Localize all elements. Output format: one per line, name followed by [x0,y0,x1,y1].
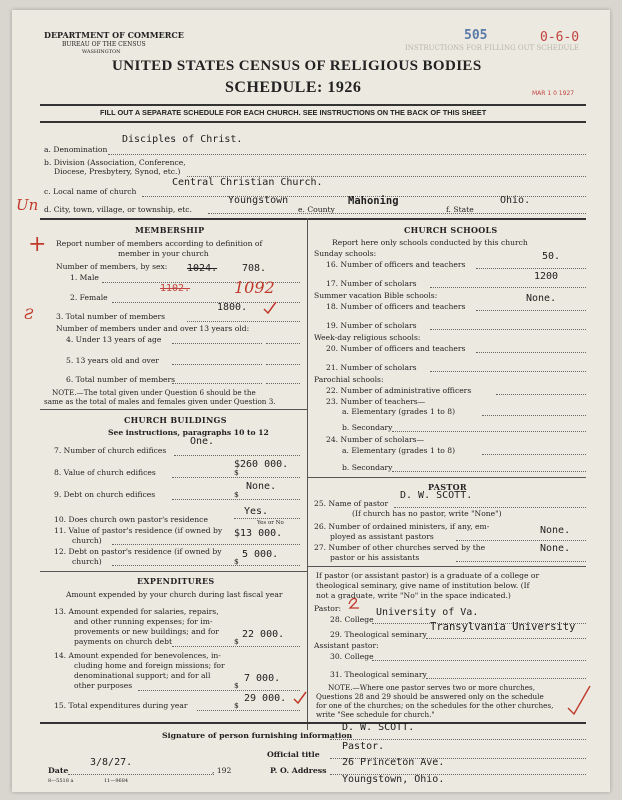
q7-value: One. [190,436,215,447]
q9-label: 9. Debt on church edifices [54,490,156,499]
rule [40,104,586,106]
sunday-label: Sunday schools: [314,249,377,258]
po-address-line-1: 26 Princeton Ave. [342,757,445,768]
fill-line [68,774,214,775]
membership-note-2: same as the total of males and females given under Question 3. [44,397,276,406]
fill-line [112,565,300,566]
q26-label: 26. Number of ordained ministers, if any, em- [314,522,490,531]
dollar-sign: $ [234,701,239,710]
graduate-note: If pastor (or assistant pastor) is a graduate of a college or [316,571,540,580]
margin-mark-un: Un [16,196,39,214]
schools-intro: Report here only schools conducted by this church [332,238,528,247]
expenditures-sub: Amount expended by your church during last fiscal year [66,590,283,599]
signature-label: Signature of person furnishing information [162,731,353,740]
q24-label: 24. Number of scholars— [326,435,425,444]
title-label: Official title [267,750,320,759]
q2-value: 1092 [234,278,275,297]
q11-value: $13 000. [234,528,283,539]
q14-label-3: denominational support; and for all [74,671,211,680]
fill-line [476,352,586,353]
city-label: WASHINGTON [82,49,121,55]
q30-label: 30. College [330,652,374,661]
q15-value: 29 000. [244,693,287,704]
schools-heading: CHURCH SCHOOLS [404,225,498,235]
dollar-sign: $ [234,557,239,566]
q26-label-2: ployed as assistant pastors [330,532,434,541]
city-label: d. City, town, village, or township, etc. [44,205,192,214]
q2-label: 2. Female [70,293,108,302]
date-value: 3/8/27. [90,757,133,768]
year-suffix: , 192 [212,766,232,775]
q5-label: 5. 13 years old and over [66,356,159,365]
parochial-label: Parochial schools: [314,375,384,384]
q23a-label: a. Elementary (grades 1 to 8) [342,407,456,416]
fill-line [330,739,586,740]
q20-label: 20. Number of officers and teachers [326,344,466,353]
fill-line [187,321,300,322]
check-mark-icon [564,682,594,718]
membership-note: NOTE.—The total given under Question 6 should be the [52,388,256,397]
fill-line [172,499,300,500]
membership-intro: Report number of members according to definition of [56,239,263,248]
q16-value: 50. [542,251,561,262]
q10-value: Yes. [244,506,269,517]
weekday-label: Week-day religious schools: [314,333,421,342]
division-label: b. Division (Association, Conference, [44,158,186,167]
q11-label-2: church) [72,536,102,545]
q13-label: 13. Amount expended for salaries, repairs, [54,607,219,616]
summer-label: Summer vacation Bible schools: [314,291,438,300]
pastor-heading: PASTOR [428,482,467,492]
q19-label: 19. Number of scholars [326,321,417,330]
fill-line [426,638,586,639]
q11-label: 11. Value of pastor's residence (if owned by [54,526,223,535]
q27-value: None. [540,543,571,554]
pastor-note-3: for one of the churches; on the schedules for the other churches, [316,701,554,710]
fill-line [172,646,300,647]
fill-line [266,343,300,344]
fill-line [174,455,300,456]
q7-label: 7. Number of church edifices [54,446,167,455]
fill-line [108,154,586,155]
q9-value: None. [246,481,277,492]
q29-value: Transylvania University [430,621,576,633]
q2-struck-value: 1102. [160,283,191,294]
margin-mark-plus: + [28,232,47,257]
q16-label: 16. Number of officers and teachers [326,260,466,269]
buildings-heading: CHURCH BUILDINGS [124,415,227,425]
assistant-sub-label: Assistant pastor: [314,641,379,650]
date-label: Date [48,766,69,775]
pastor-note: NOTE.—Where one pastor serves two or more churches, [328,683,536,692]
fill-line [482,415,586,416]
instruction-banner: FILL OUT A SEPARATE SCHEDULE FOR EACH CHURCH. SEE INSTRUCTIONS ON THE BACK OF THIS SHEET [100,108,487,117]
q3-label: 3. Total number of members [56,312,166,321]
received-date-stamp: MAR 1 0 1927 [532,90,575,97]
q4-label: 4. Under 13 years of age [66,335,162,344]
po-address-line-2: Youngstown, Ohio. [342,774,445,785]
dollar-sign: $ [234,637,239,646]
q18-label: 18. Number of officers and teachers [326,302,466,311]
q13-label-2: and other running expenses; for im- [74,617,213,626]
q18-value: None. [526,293,557,304]
form-number: 8—5518 a [48,778,74,784]
schedule-number-stamp: 505 [464,28,488,43]
pastor-note-2: Questions 28 and 29 should be answered only on the schedule [316,692,544,701]
fill-line [172,364,262,365]
q24a-label: a. Elementary (grades 1 to 8) [342,446,456,455]
county-value: Mahoning [348,195,399,207]
graduate-note-2: theological seminary, give name of institution below. (If [316,581,530,590]
q10-label: 10. Does church own pastor's residence [54,515,208,524]
fill-line [430,329,586,330]
q17-value: 1200 [534,271,559,282]
fill-line [172,383,262,384]
q12-label-2: church) [72,557,102,566]
fill-line [476,268,586,269]
dollar-sign: $ [234,681,239,690]
q26-value: None. [540,525,571,536]
fill-line [208,213,586,214]
check-mark-icon [292,690,308,706]
q12-value: 5 000. [242,549,279,560]
q28-value: University of Va. [376,607,479,618]
q23-label: 23. Number of teachers— [326,397,426,406]
q22-label: 22. Number of administrative officers [326,386,472,395]
q17-label: 17. Number of scholars [326,279,417,288]
fill-line [172,343,262,344]
fill-line [392,471,586,472]
census-schedule-page [12,10,610,792]
rule [40,722,586,724]
q31-label: 31. Theological seminary [330,670,427,679]
q25-value: D. W. SCOTT. [400,490,473,501]
signature-value: D. W. SCOTT. [342,722,415,733]
fill-line [138,690,300,691]
q12-label: 12. Debt on pastor's residence (if owned by [54,547,222,556]
rule [40,409,307,410]
q1-label: 1. Male [70,273,99,282]
fill-line [456,561,586,562]
form-title: UNITED STATES CENSUS OF RELIGIOUS BODIES [112,58,482,74]
local-name-value: Central Christian Church. [172,177,323,188]
dollar-sign: $ [234,468,239,477]
po-address-label: P. O. Address [270,766,327,775]
fill-line [234,518,300,519]
show-through-text: INSTRUCTIONS FOR FILLING OUT SCHEDULE [405,44,580,52]
rule [307,477,586,478]
q1-value: 708. [242,263,267,274]
membership-intro-2: member in your church [118,249,209,258]
print-number: 11—9684 [104,778,129,784]
q8-label: 8. Value of church edifices [54,468,156,477]
q8-value: $260 000. [234,459,289,470]
q29-label: 29. Theological seminary [330,630,427,639]
code-stamp: 0-6-0 [540,30,580,45]
division-label-2: Diocese, Presbytery, Synod, etc.) [54,167,181,176]
by-sex-label: Number of members, by sex: [56,262,168,271]
check-mark-icon [346,594,362,610]
q27-label-2: pastor or his assistants [330,553,420,562]
q24b-label: b. Secondary [342,463,393,472]
pastor-note-4: write "See schedule for church." [316,710,435,719]
fill-line [430,371,586,372]
fill-line [172,477,300,478]
fill-line [496,394,586,395]
q14-label-4: other purposes [74,681,133,690]
fill-line [456,540,586,541]
q23b-label: b. Secondary [342,423,393,432]
q6-label: 6. Total number of members [66,375,176,384]
margin-mark-total: Ƨ [24,307,34,323]
denomination-value: Disciples of Christ. [122,134,243,145]
dept-label: DEPARTMENT OF COMMERCE [44,30,184,40]
column-divider [307,218,308,730]
title-value: Pastor. [342,741,385,752]
bureau-label: BUREAU OF THE CENSUS [62,41,146,48]
rule [307,566,586,567]
membership-heading: MEMBERSHIP [135,225,205,235]
fill-line [197,710,300,711]
schedule-title: SCHEDULE: 1926 [225,79,362,96]
rule [40,121,586,123]
local-name-label: c. Local name of church [44,187,137,196]
county-label: e. County [298,205,335,214]
yes-no-caption: Yes or No [257,520,284,526]
fill-line [394,507,586,508]
fill-line [426,678,586,679]
check-mark-icon [262,300,278,316]
state-label: f. State [446,205,474,214]
q3-value: 1800. [217,302,248,313]
fill-line [266,383,300,384]
rule [40,218,586,220]
state-value: Ohio. [500,195,531,206]
expenditures-heading: EXPENDITURES [137,576,215,586]
under-over-label: Number of members under and over 13 years old: [56,324,250,333]
denomination-label: a. Denomination [44,145,108,154]
q13-value: 22 000. [242,629,285,640]
fill-line [430,287,586,288]
q25-label: 25. Name of pastor [314,499,389,508]
city-value: Youngstown [228,195,289,206]
q14-label-2: cluding home and foreign missions; for [74,661,225,670]
q28-label: 28. College [330,615,374,624]
fill-line [112,544,300,545]
fill-line [476,310,586,311]
buildings-sub: See instructions, paragraphs 10 to 12 [108,428,269,437]
pastor-sub-label: Pastor: [314,604,342,613]
graduate-note-3: not a graduate, write "No" in the space indicated.) [316,591,511,600]
dollar-sign: $ [234,490,239,499]
q13-label-3: provements or new buildings; and for [74,627,219,636]
q14-value: 7 000. [244,673,281,684]
fill-line [392,431,586,432]
rule [40,571,307,572]
q27-label: 27. Number of other churches served by the [314,543,486,552]
fill-line [266,364,300,365]
fill-line [482,454,586,455]
fill-line [372,660,586,661]
q15-label: 15. Total expenditures during year [54,701,188,710]
q1-struck-value: 1024. [187,263,218,274]
q21-label: 21. Number of scholars [326,363,417,372]
q25-note: (If church has no pastor, write "None") [352,509,502,518]
q14-label: 14. Amount expended for benevolences, in- [54,651,221,660]
q13-label-4: payments on church debt [74,637,172,646]
